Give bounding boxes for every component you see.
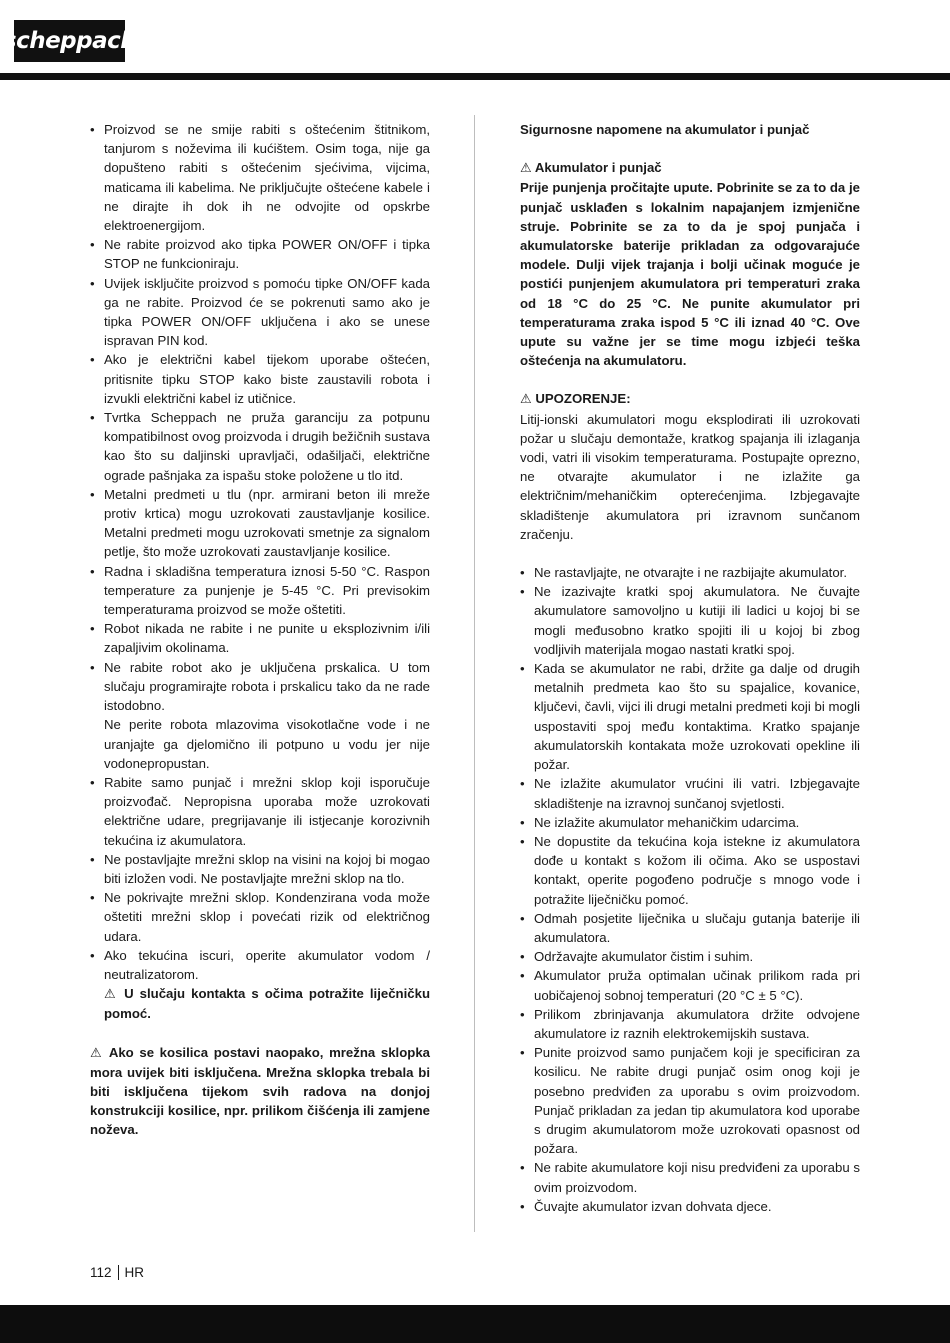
list-item: • Ne izlažite akumulator vrućini ili vatri. Izbjegavajte skladištenje na izravnoj sunčanoj svjetlosti. [520,774,860,812]
list-item: • Proizvod se ne smije rabiti s oštećenim štitnikom, tanjurom s noževima ili kućištem. Osim toga, nije ga dopušteno rabiti s oštećenim sjećivima, vijcima, maticama ili kabelima. Ne priključujte oštećene kabele i ne dirajte ih dok ih ne odvojite od opskrbe elektroenergijom. [90,120,430,235]
right-column [520,120,860,1216]
footer-separator [118,1265,119,1280]
list-item: • Robot nikada ne rabite i ne punite u eksplozivnim i/ili zapaljivim okolinama. [90,619,430,657]
warning-icon: ⚠ [104,987,119,1003]
list-item: • Uvijek isključite proizvod s pomoću tipke ON/OFF kada ga ne rabite. Proizvod će se pokrenuti samo ako je tipka POWER ON/OFF uključena i ako se unese ispravan PIN kod. [90,274,430,351]
list-item: • Čuvajte akumulator izvan dohvata djece. [520,1197,860,1216]
list-item-text: Ne rabite robot ako je uključena prskalica. U tom slučaju programirajte robota i prskalicu tako da ne rade istodobno. [104,659,430,714]
page-footer [90,1265,144,1280]
list-item: • Tvrtka Scheppach ne pruža garanciju za potpunu kompatibilnost ovog proizvoda i drugih bežičnih sustava kao što su daljinski upravljači, odašiljači, električne ograde pašnjaka za ispašu stoke položene u tlo itd. [90,408,430,485]
charging-instructions: Prije punjenja pročitajte upute. Pobrinite se za to da je punjač usklađen s lokalnim napajanjem izmjenične struje. Pobrinite se za to da je spoj punjača i akumulatorske baterije prikladan za odgovarajuće modele. Dulji vijek trajanja i bolji učinak moguće je postići punjenjem akumulatora pri temperaturi zraka od 18 °C do 25 °C. Ne punite akumulator pri temperaturama zraka ispod 5 °C ili iznad 40 °C. Ove upute su važne jer se time mogu izbjeći teška oštećenja na akumulatoru. [520,180,860,369]
list-item: • Odmah posjetite liječnika u slučaju gutanja baterije ili akumulatora. [520,909,860,947]
list-item: • Kada se akumulator ne rabi, držite ga dalje od drugih metalnih predmeta kao što su spajalice, kovanice, ključevi, čavli, vijci ili drugi metalni predmeti koji bi mogli uspostaviti spoj među kontaktima. Kratko spajanje akumulatorskih kontakata može uzrokovati opekline ili požar. [520,659,860,774]
list-item: • Prilikom zbrinjavanja akumulatora držite odvojene akumulatore iz raznih elektrokemijskih sustava. [520,1005,860,1043]
list-item-text: Ako tekućina iscuri, operite akumulator vodom / neutralizatorom. [104,947,430,982]
right-bullet-list [520,563,860,1216]
warning-heading [520,389,860,409]
list-item [90,946,430,1024]
list-item: • Ne rabite proizvod ako tipka POWER ON/OFF i tipka STOP ne funkcioniraju. [90,235,430,273]
left-bullet-list [90,120,430,1024]
warning-icon: ⚠ [520,161,532,177]
warning-heading-text: UPOZORENJE: [535,391,631,407]
left-column [90,120,430,1140]
section-title: Sigurnosne napomene na akumulator i punjač [520,122,810,137]
scheppach-logo: scheppach [14,20,125,62]
battery-charger-heading [520,158,860,178]
list-item: • Radna i skladišna temperatura iznosi 5-50 °C. Raspon temperature za punjenje je 5-45 °C. Pri previsokim temperaturama proizvod se može oštetiti. [90,562,430,620]
list-item: • Ne dopustite da tekućina koja istekne iz akumulatora dođe u kontakt s kožom ili očima. Ako se uspostavi kontakt, operite pogođeno područje s mnogo vode i potražite liječničku pomoć. [520,832,860,909]
list-item: • Ne izazivajte kratki spoj akumulatora. Ne čuvajte akumulatore samovoljno u kutiji ili ladici u kojoj bi se mogli međusobno kratko spojiti ili u kojoj bi zbog vodljivih materijala mogao nastati kratki spoj. [520,582,860,659]
header-rule [0,73,950,80]
language-code: HR [124,1265,145,1280]
footer-bar [0,1305,950,1343]
eye-contact-warning-text: U slučaju kontakta s očima potražite liječničku pomoć. [104,986,430,1022]
list-item: • Ne izlažite akumulator mehaničkim udarcima. [520,813,860,832]
list-item: • Ne rabite akumulatore koji nisu predviđeni za uporabu s ovim proizvodom. [520,1158,860,1196]
list-item: • Metalni predmeti u tlu (npr. armirani beton ili mreže protiv krtica) mogu uzrokovati zaustavljanje kosilice. Metalni predmeti mogu uzrokovati smetnje za signalom petlje, što može uzrokovati zaustavljanje kosilice. [90,485,430,562]
eye-contact-warning [104,984,430,1023]
list-item: • Ne postavljajte mrežni sklop na visini na kojoj bi mogao biti izložen vodi. Ne postavljajte mrežni sklop na tlo. [90,850,430,888]
upside-down-warning [90,1043,430,1140]
list-item [90,658,430,773]
list-item: • Rabite samo punjač i mrežni sklop koji isporučuje proizvođač. Nepropisna uporaba može uzrokovati električne udare, pregrijavanje ili istjecanje korozivnih tekućina iz akumulatora. [90,773,430,850]
column-divider [474,115,475,1232]
list-item: • Ne pokrivajte mrežni sklop. Kondenzirana voda može oštetiti mrežni sklop i povećati rizik od električnog udara. [90,888,430,946]
upside-down-warning-text: Ako se kosilica postavi naopako, mrežna sklopka mora uvijek biti isključena. Mrežna sklopka trebala bi biti isključena tijekom svih radova na donjoj konstrukciji kosilice, npr. prilikom čišćenja ili zamjene noževa. [90,1044,431,1138]
page-number: 112 [90,1265,112,1280]
list-item: • Održavajte akumulator čistim i suhim. [520,947,860,966]
list-item: • Ne rastavljajte, ne otvarajte i ne razbijajte akumulator. [520,563,860,582]
list-item: • Akumulator pruža optimalan učinak prilikom rada pri uobičajenoj sobnoj temperaturi (20 °C ± 5 °C). [520,966,860,1004]
list-item: • Ako je električni kabel tijekom uporabe oštećen, pritisnite tipku STOP kako biste zaustavili robota i izvukli električni kabel iz utičnice. [90,350,430,408]
list-item: • Punite proizvod samo punjačem koji je specificiran za kosilicu. Ne rabite drugi punjač osim onog koji je posebno predviđen za uporabu s ovim proizvodom. Punjač prikladan za jedan tip akumulatora kod uporabe s drugim akumulatorom može uzrokovati opasnost od požara. [520,1043,860,1158]
list-item-continuation: Ne perite robota mlazovima visokotlačne vode i ne uranjajte ga djelomično ili potpuno u vodu jer nije vodonepropustan. [104,717,430,771]
battery-charger-heading-text: Akumulator i punjač [534,160,662,176]
lithium-ion-warning: Litij-ionski akumulatori mogu eksplodirati ili uzrokovati požar u slučaju demontaže, kratkog spajanja ili izlaganja vodi, vatri ili visokim temperaturama. Postupajte oprezno, ne otvarajte akumulator i ne izlažite ga električnim/mehaničkim opterećenjima. Izbjegavajte skladištenje akumulatora pri izravnom sunčanom zračenju. [520,411,860,542]
warning-icon: ⚠ [520,392,532,408]
warning-icon: ⚠ [90,1045,104,1061]
